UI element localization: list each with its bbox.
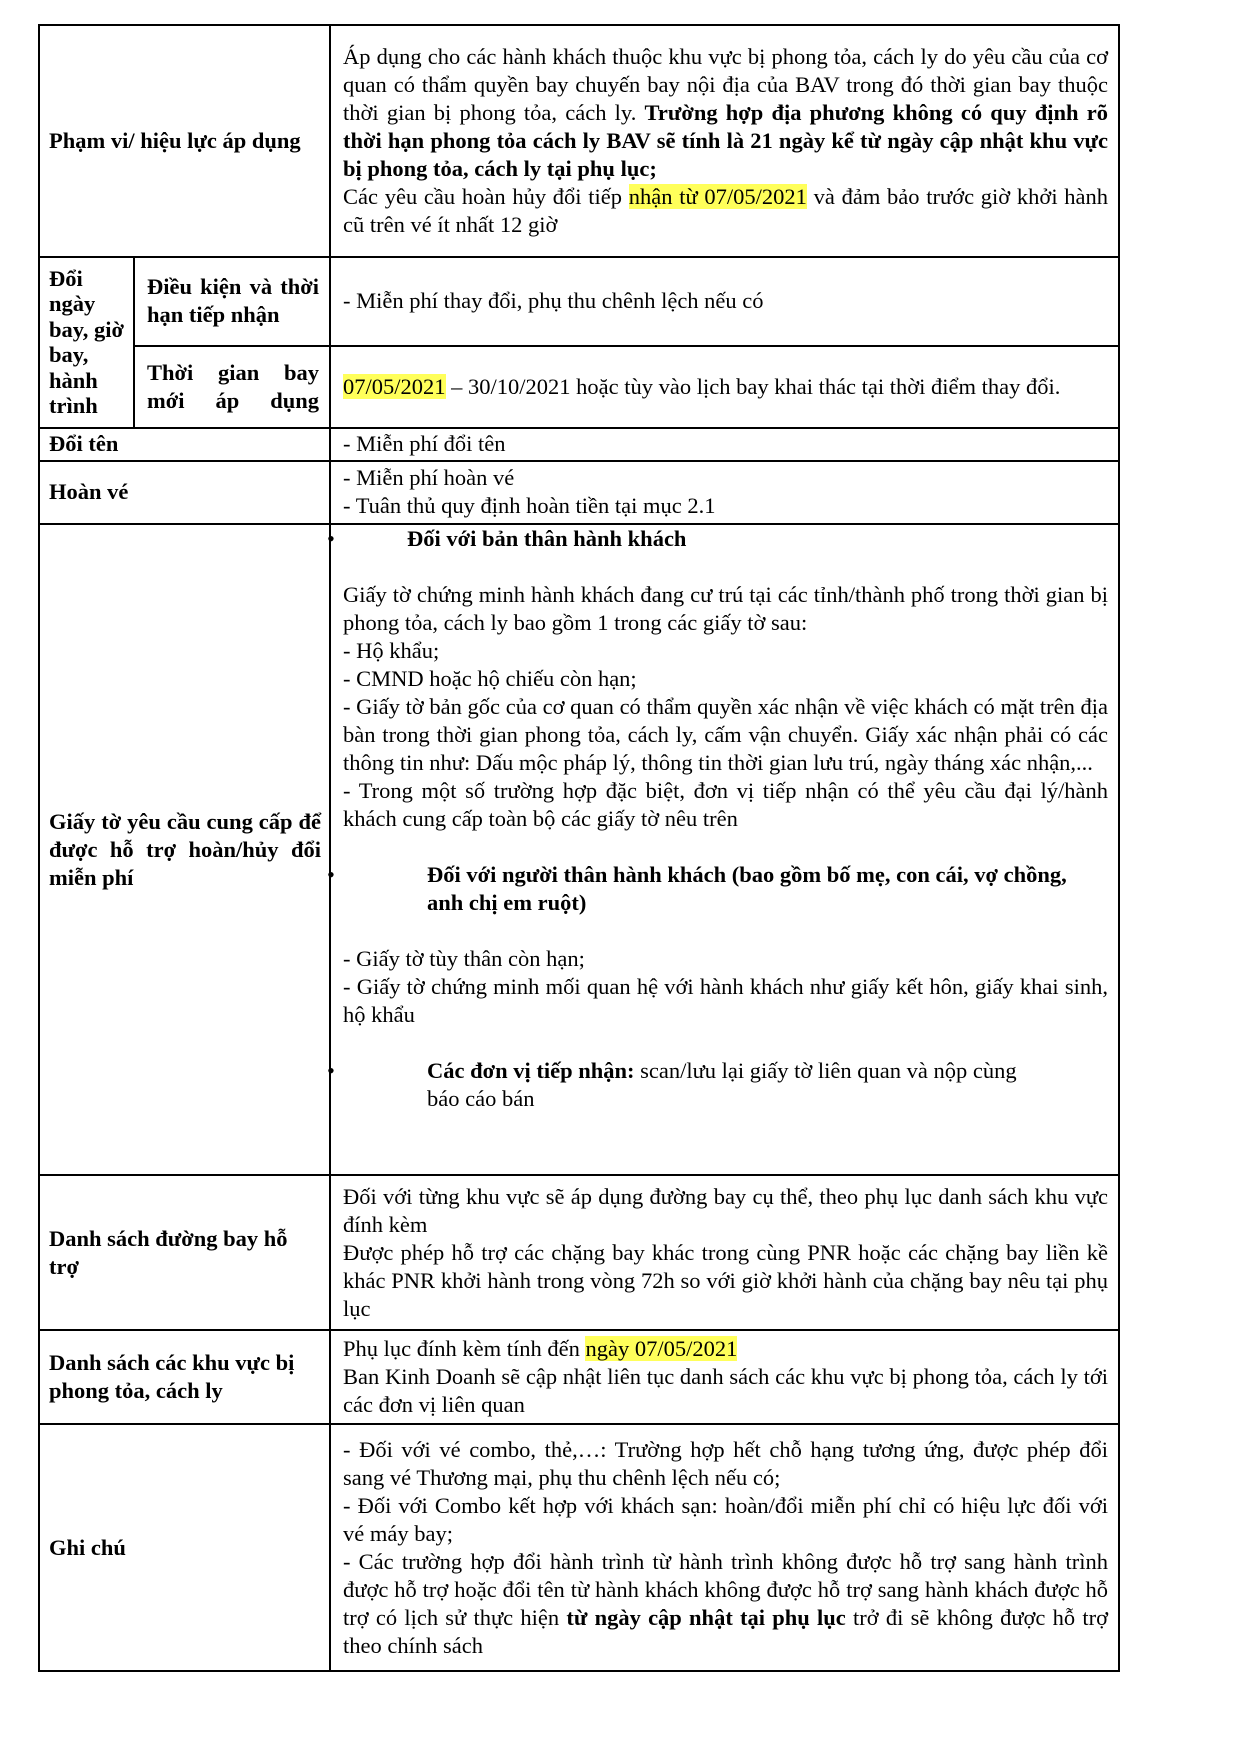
- documents-bullet-2-text: Đối với người thân hành khách (bao gồm bố mẹ, con cái, vợ chồng, anh chị em ruột): [427, 862, 1067, 916]
- documents-item-2: - CMND hoặc hộ chiếu còn hạn;: [343, 666, 637, 692]
- spacer: [343, 1029, 1108, 1057]
- notes-label: Ghi chú: [39, 1424, 330, 1671]
- rename-value: - Miễn phí đổi tên: [330, 428, 1119, 461]
- scope-value: [330, 25, 1119, 257]
- rename-label: Đổi tên: [39, 428, 330, 461]
- row-routes: [39, 1175, 1119, 1330]
- change-conditions-label: Điều kiện và thời hạn tiếp nhận: [134, 257, 330, 347]
- bullet-dot-icon: •: [327, 526, 335, 552]
- areas-value: [330, 1330, 1119, 1424]
- spacer: [343, 553, 1108, 581]
- scope-p2-after: và đảm bảo trước giờ khởi hành cũ trên vé ít nhất 12 giờ: [343, 183, 1109, 237]
- scope-paragraph-1: [343, 43, 1108, 183]
- change-period-value: [330, 346, 1119, 428]
- policy-table: [38, 24, 1120, 1672]
- documents-bullet-2: [327, 861, 1108, 917]
- refund-label: Hoàn vé: [39, 461, 330, 524]
- areas-highlight: ngày 07/05/2021: [585, 1336, 738, 1362]
- documents-label: Giấy tờ yêu cầu cung cấp để được hỗ trợ hoàn/hủy đổi miễn phí: [39, 524, 330, 1175]
- areas-para-1: [343, 1335, 1108, 1363]
- documents-bullet-1-text: Đối với bản thân hành khách: [407, 526, 687, 552]
- scope-label: Phạm vi/ hiệu lực áp dụng: [39, 25, 330, 257]
- change-period-label-text: Thời gian bay mới áp dụng: [147, 360, 319, 414]
- routes-para-1: Đối với từng khu vực sẽ áp dụng đường bay cụ thể, theo phụ lục danh sách khu vực đính kèm: [343, 1183, 1108, 1237]
- change-conditions-value: - Miễn phí thay đổi, phụ thu chênh lệch nếu có: [330, 257, 1119, 347]
- notes-item-3-text: - Các trường hợp đổi hành trình từ hành trình không được hỗ trợ sang hành trình được hỗ trợ hoặc đổi tên từ hành khách không được hỗ trợ sang hành khách được hỗ trợ có lịch sử thực hiện: [343, 1548, 1108, 1630]
- notes-value: [330, 1424, 1119, 1671]
- notes-item-2: - Đối với Combo kết hợp với khách sạn: hoàn/đổi miễn phí chỉ có hiệu lực đối với vé máy bay;: [343, 1492, 1108, 1546]
- row-documents: [39, 524, 1119, 1175]
- row-rename: [39, 428, 1119, 461]
- bullet-dot-icon: •: [327, 1058, 335, 1084]
- documents-bullet-3: [327, 1057, 1108, 1113]
- notes-item-3-after: trở đi sẽ không được hỗ trợ theo chính sách: [343, 1604, 1109, 1658]
- row-areas: [39, 1330, 1119, 1424]
- row-change-conditions: [39, 257, 1119, 347]
- spacer: [343, 917, 1108, 945]
- refund-value: [330, 461, 1119, 524]
- areas-p1-before: Phụ lục đính kèm tính đến: [343, 1336, 580, 1362]
- documents-item-4: - Trong một số trường hợp đặc biệt, đơn vị tiếp nhận có thể yêu cầu đại lý/hành khách cung cấp toàn bộ các giấy tờ nêu trên: [343, 778, 1108, 832]
- row-notes: [39, 1424, 1119, 1671]
- change-period-label: [134, 346, 330, 428]
- scope-highlight: nhận từ 07/05/2021: [628, 183, 807, 209]
- scope-p2-before: Các yêu cầu hoàn hủy đổi tiếp: [343, 183, 623, 209]
- documents-bullet-3-rest: scan/lưu lại giấy tờ liên quan và nộp cùng báo cáo bán: [427, 1058, 1017, 1112]
- documents-bullet-3-bold: Các đơn vị tiếp nhận:: [427, 1058, 635, 1084]
- change-period-rest: – 30/10/2021 hoặc tùy vào lịch bay khai thác tại thời điểm thay đổi.: [451, 374, 1061, 400]
- areas-label: Danh sách các khu vực bị phong tỏa, cách ly: [39, 1330, 330, 1424]
- documents-value: [327, 524, 1119, 1175]
- change-period-highlight: 07/05/2021: [343, 374, 446, 400]
- change-group-label: Đổi ngày bay, giờ bay, hành trình: [39, 257, 134, 428]
- spacer: [343, 833, 1108, 861]
- row-refund: [39, 461, 1119, 524]
- row-scope: [39, 25, 1119, 257]
- notes-item-3-bold: từ ngày cập nhật tại phụ lục: [566, 1604, 846, 1630]
- row-change-period: [39, 346, 1119, 428]
- documents-para-1: Giấy tờ chứng minh hành khách đang cư trú tại các tỉnh/thành phố trong thời gian bị phong tỏa, cách ly bao gồm 1 trong các giấy tờ sau:: [343, 582, 1108, 636]
- scope-paragraph-2: [343, 183, 1108, 239]
- refund-line-1: - Miễn phí hoàn vé: [343, 465, 515, 491]
- routes-label: Danh sách đường bay hỗ trợ: [39, 1175, 330, 1330]
- routes-para-2: Được phép hỗ trợ các chặng bay khác trong cùng PNR hoặc các chặng bay liền kề khác PNR khởi hành trong vòng 72h so với giờ khởi hành của chặng bay nêu tại phụ lục: [343, 1239, 1108, 1321]
- notes-item-1: - Đối với vé combo, thẻ,…: Trường hợp hết chỗ hạng tương ứng, được phép đổi sang vé Thương mại, phụ thu chênh lệch nếu có;: [343, 1436, 1108, 1490]
- routes-value: [330, 1175, 1119, 1330]
- notes-item-3: [343, 1548, 1108, 1660]
- bullet-dot-icon: •: [327, 862, 335, 888]
- documents-bullet-1: [327, 525, 1108, 553]
- scope-bold-text: Trường hợp địa phương không có quy định rõ thời hạn phong tỏa cách ly BAV sẽ tính là 21 ngày kể từ ngày cập nhật khu vực bị phong tỏa, cách ly tại phụ lục;: [343, 99, 1108, 181]
- documents-item-1: - Hộ khẩu;: [343, 638, 440, 664]
- documents-item-3: - Giấy tờ bản gốc của cơ quan có thẩm quyền xác nhận về việc khách có mặt trên địa bàn trong thời gian phong tỏa, cách ly, cấm vận chuyển. Giấy xác nhận phải có các thông tin như: Dấu mộc pháp lý, thông tin thời gian lưu trú, ngày tháng xác nhận,...: [343, 694, 1108, 776]
- refund-line-2: - Tuân thủ quy định hoàn tiền tại mục 2.1: [343, 493, 716, 519]
- documents-item-5: - Giấy tờ tùy thân còn hạn;: [343, 946, 585, 972]
- documents-item-6: - Giấy tờ chứng minh mối quan hệ với hành khách như giấy kết hôn, giấy khai sinh, hộ khẩu: [343, 974, 1108, 1028]
- areas-para-2: Ban Kinh Doanh sẽ cập nhật liên tục danh sách các khu vực bị phong tỏa, cách ly tới các đơn vị liên quan: [343, 1364, 1108, 1418]
- scope-text: Áp dụng cho các hành khách thuộc khu vực bị phong tỏa, cách ly do yêu cầu của cơ quan có thẩm quyền bay chuyến bay nội địa của BAV trong đó thời gian bay thuộc thời gian bị phong tỏa, cách ly.: [343, 43, 1108, 125]
